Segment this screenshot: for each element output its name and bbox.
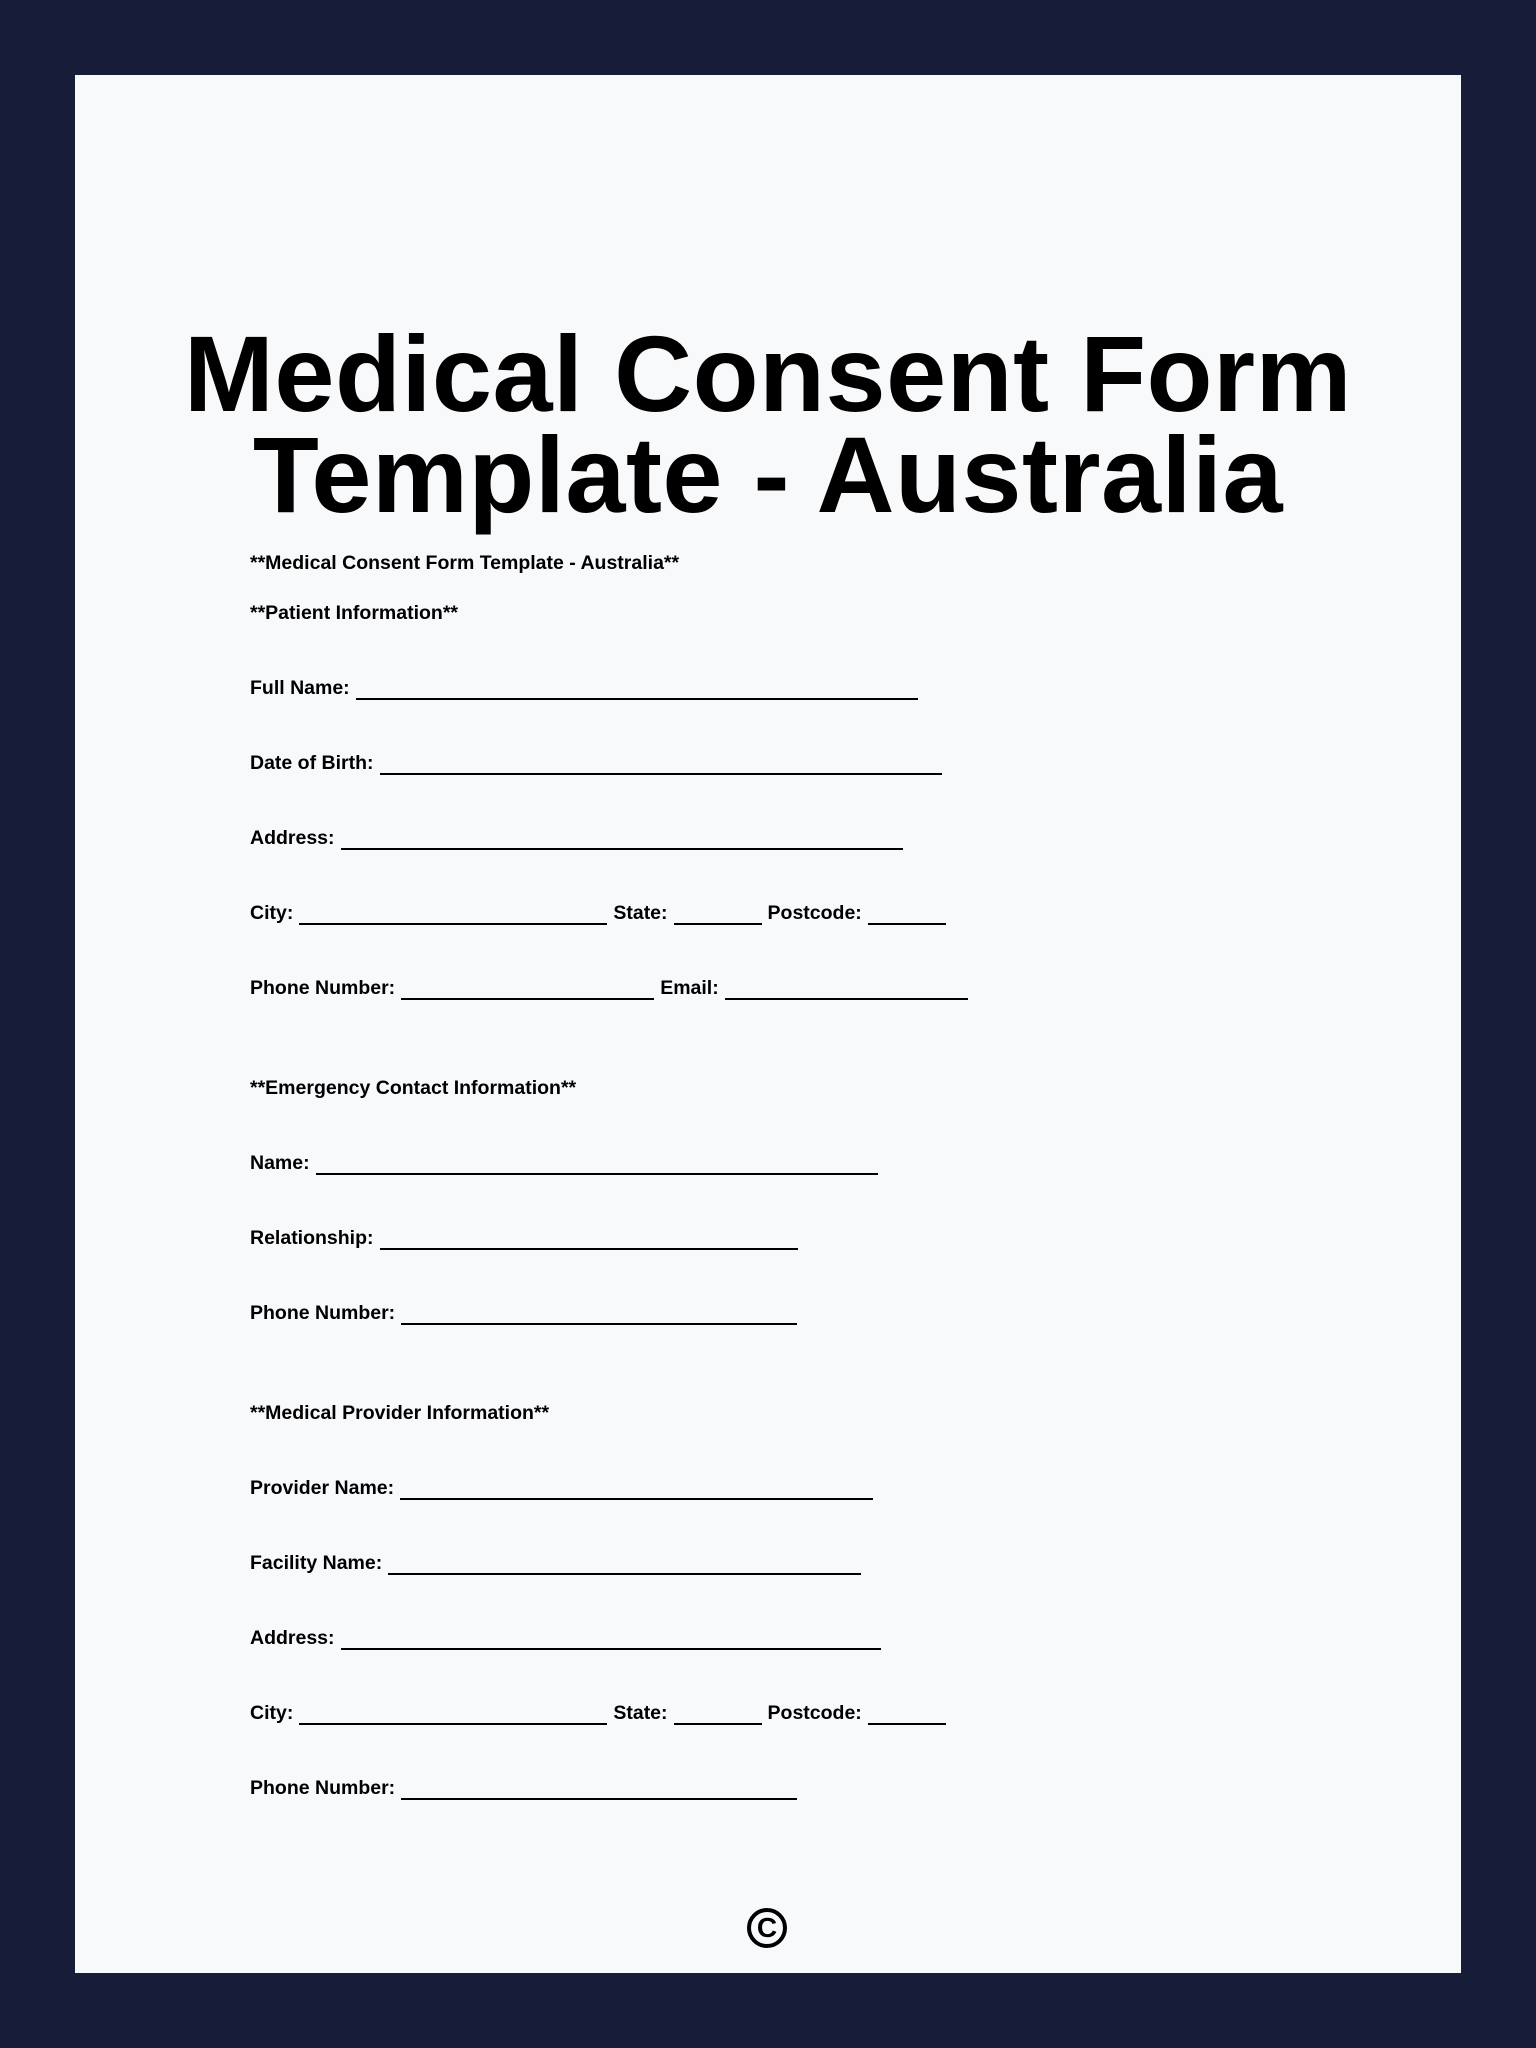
provider-phone-field[interactable] [401,1780,797,1800]
address-field[interactable] [341,830,903,850]
relationship-field[interactable] [380,1230,798,1250]
phone-field[interactable] [401,980,654,1000]
city-field[interactable] [299,905,607,925]
provider-section-heading: **Medical Provider Information** [250,1402,550,1424]
email-field[interactable] [725,980,968,1000]
emergency-name-label: Name: [250,1152,310,1174]
provider-address-label: Address: [250,1627,335,1649]
patient-dob-row [250,751,948,775]
patient-city-row [250,901,952,925]
title-line-2: Template - Australia [252,414,1284,535]
document-header: **Medical Consent Form Template - Australia** [250,552,680,574]
form-page [75,75,1461,1973]
postcode-label: Postcode: [767,902,862,924]
provider-state-field[interactable] [674,1705,762,1725]
email-label: Email: [660,977,719,999]
provider-postcode-label: Postcode: [767,1702,862,1724]
city-label: City: [250,902,294,924]
emergency-section-heading: **Emergency Contact Information** [250,1077,577,1099]
provider-city-row [250,1701,952,1725]
patient-full-name-row [250,676,924,700]
provider-name-row [250,1476,879,1500]
phone-label: Phone Number: [250,977,396,999]
provider-name-label: Provider Name: [250,1477,395,1499]
full-name-label: Full Name: [250,677,350,699]
dob-label: Date of Birth: [250,752,374,774]
title-line-1: Medical Consent Form [183,313,1353,434]
facility-name-field[interactable] [388,1555,861,1575]
provider-phone-row [250,1776,803,1800]
page-title [75,313,1461,535]
emergency-phone-label: Phone Number: [250,1302,396,1324]
provider-postcode-field[interactable] [868,1705,946,1725]
provider-city-label: City: [250,1702,294,1724]
state-field[interactable] [674,905,762,925]
provider-address-field[interactable] [341,1630,881,1650]
facility-name-label: Facility Name: [250,1552,383,1574]
provider-city-field[interactable] [299,1705,607,1725]
emergency-phone-row [250,1301,803,1325]
patient-section-heading: **Patient Information** [250,602,459,624]
copyright-icon [747,1908,787,1948]
copyright-letter: C [756,1912,778,1943]
full-name-field[interactable] [356,680,918,700]
address-label: Address: [250,827,335,849]
relationship-label: Relationship: [250,1227,374,1249]
emergency-phone-field[interactable] [401,1305,797,1325]
emergency-name-row [250,1151,884,1175]
patient-phone-row [250,976,974,1000]
provider-name-field[interactable] [400,1480,873,1500]
emergency-relationship-row [250,1226,804,1250]
provider-phone-label: Phone Number: [250,1777,396,1799]
facility-name-row [250,1551,867,1575]
dob-field[interactable] [380,755,942,775]
postcode-field[interactable] [868,905,946,925]
state-label: State: [613,902,668,924]
provider-address-row [250,1626,887,1650]
provider-state-label: State: [613,1702,668,1724]
patient-address-row [250,826,909,850]
emergency-name-field[interactable] [316,1155,878,1175]
